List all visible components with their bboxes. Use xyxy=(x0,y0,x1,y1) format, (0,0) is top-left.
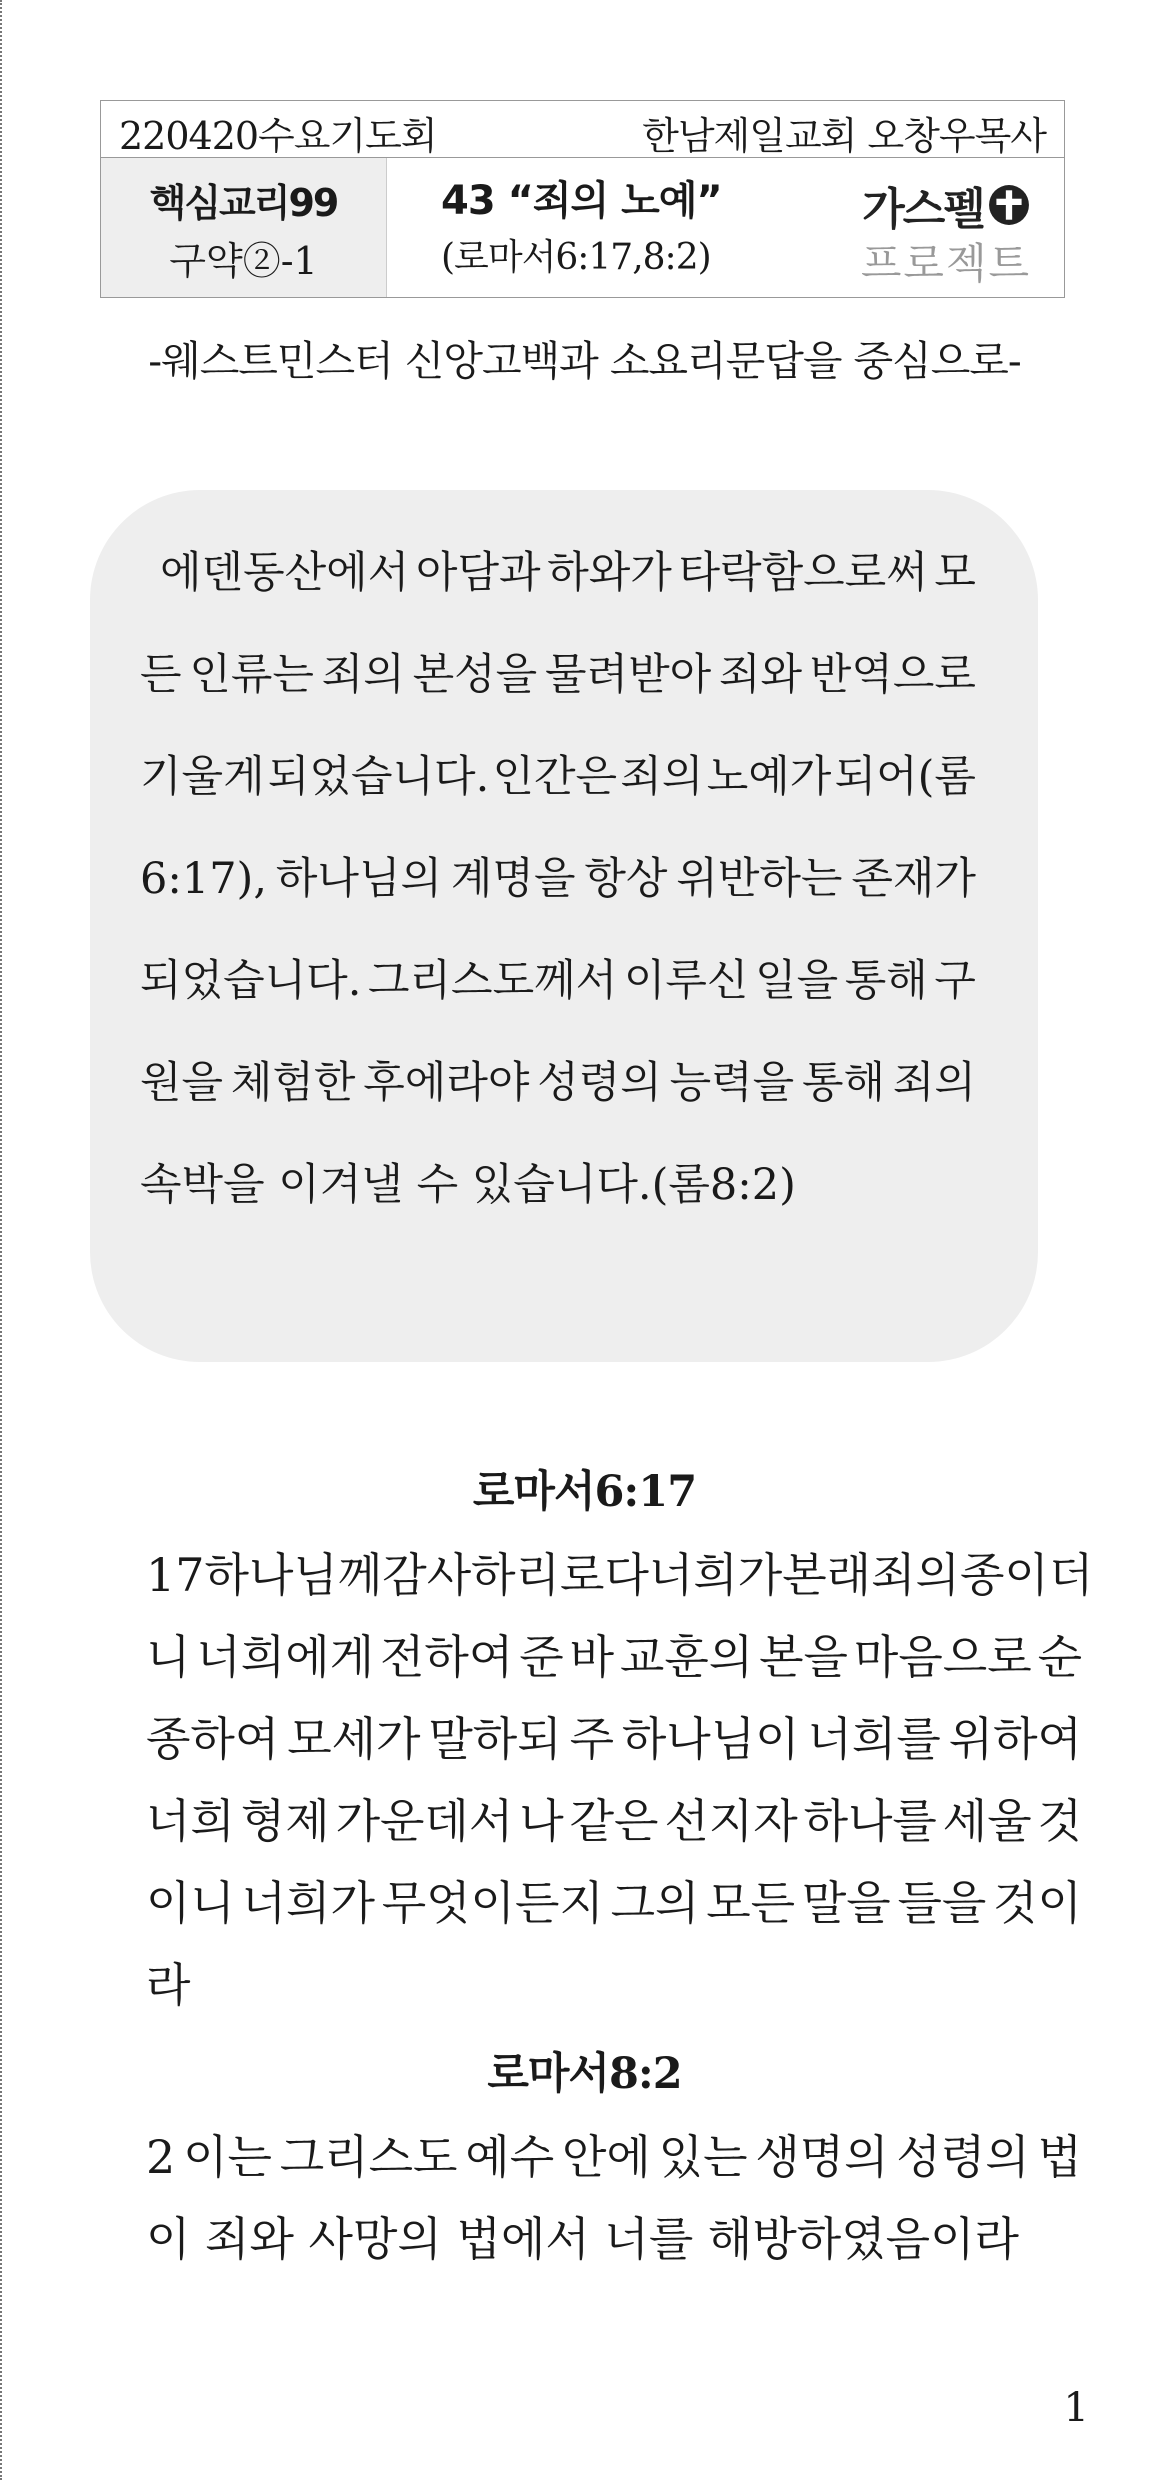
brand-name-line1: 가스펠 xyxy=(862,184,984,235)
verse-line: 17 하나님께 감사하리로다 너희가 본래 죄의 종이더 xyxy=(146,1548,1094,1602)
lesson-reference: (로마서6:17,8:2) xyxy=(441,237,711,278)
summary-text xyxy=(140,548,976,1262)
passage-text xyxy=(146,1540,1094,2032)
summary-line: 속박을 이겨낼 수 있습니다.(롬8:2) xyxy=(140,1160,796,1210)
page-number: 1 xyxy=(1063,2385,1089,2431)
summary-line: 6:17), 하나님의 계명을 항상 위반하는 존재가 xyxy=(140,854,976,904)
summary-line: 에덴동산에서 아담과 하와가 타락함으로써 모 xyxy=(160,548,976,598)
summary-box xyxy=(90,490,1038,1362)
verse-line: 종하여 모세가 말하되 주 하나님이 너희를 위하여 xyxy=(146,1712,1082,1766)
verse-line: 2 이는 그리스도 예수 안에 있는 생명의 성령의 법 xyxy=(146,2130,1082,2184)
series-cell xyxy=(101,158,387,297)
verse-line: 이 죄와 사망의 법에서 너를 해방하였음이라 xyxy=(146,2212,1019,2266)
header-top-row xyxy=(101,101,1064,158)
brand-name-line2: 프로젝트 xyxy=(860,239,1032,288)
lesson-title: 43 “죄의 노예” xyxy=(441,178,722,224)
service-date-label: 220420수요기도회 xyxy=(119,114,437,158)
series-subtitle: 구약②-1 xyxy=(169,239,318,283)
cross-circle-icon xyxy=(988,184,1030,226)
series-title: 핵심교리99 xyxy=(149,181,338,225)
verse-line: 이니 너희가 무엇이든지 그의 모든 말을 들을 것이 xyxy=(146,1876,1082,1930)
summary-line: 원을 체험한 후에라야 성령의 능력을 통해 죄의 xyxy=(140,1058,976,1108)
bulletin-header xyxy=(100,100,1065,298)
document-subtitle: -웨스트민스터 신앙고백과 소요리문답을 중심으로- xyxy=(148,337,1021,385)
verse-line: 니 너희에게 전하여 준 바 교훈의 본을 마음으로 순 xyxy=(146,1630,1082,1684)
verse-line: 라 xyxy=(146,1958,191,2012)
verse-line: 너희 형제 가운데서 나 같은 선지자 하나를 세울 것 xyxy=(146,1794,1082,1848)
summary-line: 되었습니다. 그리스도께서 이루신 일을 통해 구 xyxy=(140,956,976,1006)
church-pastor-label: 한남제일교회 오창우목사 xyxy=(642,114,1046,158)
passage-reference-heading: 로마서8:2 xyxy=(487,2049,682,2099)
gospel-project-logo xyxy=(846,173,1046,291)
summary-line: 든 인류는 죄의 본성을 물려받아 죄와 반역으로 xyxy=(140,650,976,700)
summary-line: 기울게 되었습니다. 인간은 죄의 노예가 되어(롬 xyxy=(140,752,976,802)
passage-reference-heading: 로마서6:17 xyxy=(472,1467,697,1517)
passage-text xyxy=(146,2122,1082,2286)
